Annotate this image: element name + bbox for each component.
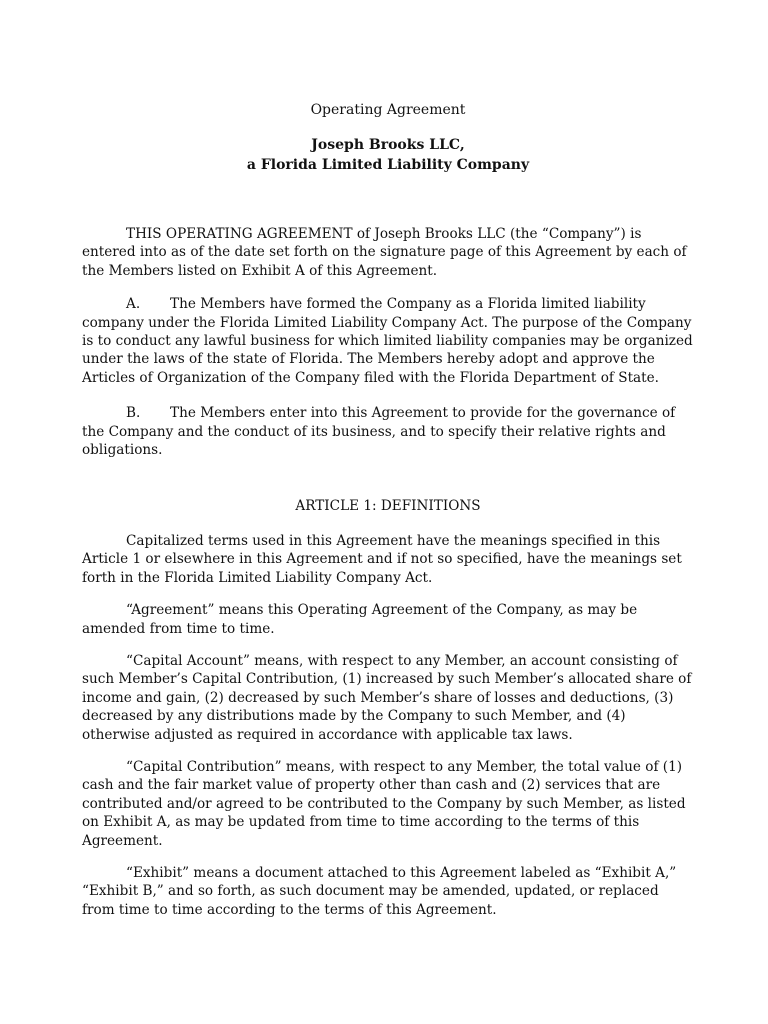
intro-paragraph: THIS OPERATING AGREEMENT of Joseph Brooks LLC (the “Company”) is entered into as of the date set forth on the signature page of this Agreement by each of the Members listed on Exhibit A of this Agreement. <box>82 226 687 279</box>
definition-agreement: “Agreement” means this Operating Agreement of the Company, as may be amended from time to time. <box>82 602 638 637</box>
company-heading <box>82 135 694 175</box>
recital-letter: A. <box>126 296 141 313</box>
company-name: Joseph Brooks LLC, <box>311 137 465 153</box>
recital-a <box>82 295 694 387</box>
definition-capital-account: “Capital Account” means, with respect to any Member, an account consisting of such Member’s Capital Contribution, (1) increased by such Member’s allocated share of income and gain, (2) decreased by such Member’s share of losses and deductions, (3) decreased by any distributions made by the Company to such Member, and (4) otherwise adjusted as required in accordance with applicable tax laws. <box>82 652 692 743</box>
recital-text: The Members have formed the Company as a Florida limited liability company under the Florida Limited Liability Company Act. The purpose of the Company is to conduct any lawful business for which limited liability companies may be organized under the laws of the state of Florida. The Members hereby adopt and approve the Articles of Organization of the Company filed with the Florida Department of State. <box>82 296 693 386</box>
article-heading: ARTICLE 1: DEFINITIONS <box>295 498 481 515</box>
document-title: Operating Agreement <box>310 102 466 118</box>
definitions-intro: Capitalized terms used in this Agreement have the meanings specified in this Article 1 or elsewhere in this Agreement and if not so specified, have the meanings set forth in the Florida Limited Liability Company Act. <box>82 532 682 586</box>
definition-capital-contribution: “Capital Contribution” means, with respect to any Member, the total value of (1) cash and the fair market value of property other than cash and (2) services that are contributed and/or agreed to be contributed to the Company by such Member, as listed on Exhibit A, as may be updated from time to time according to the terms of this Agreement. <box>82 758 686 849</box>
document-page <box>82 100 694 919</box>
company-type: a Florida Limited Liability Company <box>246 157 530 173</box>
recital-b <box>82 404 694 459</box>
recital-text: The Members enter into this Agreement to provide for the governance of the Company and the conduct of its business, and to specify their relative rights and obligations. <box>82 405 676 459</box>
recital-letter: B. <box>126 405 141 422</box>
definition-exhibit: “Exhibit” means a document attached to this Agreement labeled as “Exhibit A,” “Exhibit B,” and so forth, as such document may be amended, updated, or replaced from time to time according to the terms of this Agreement. <box>82 864 677 918</box>
